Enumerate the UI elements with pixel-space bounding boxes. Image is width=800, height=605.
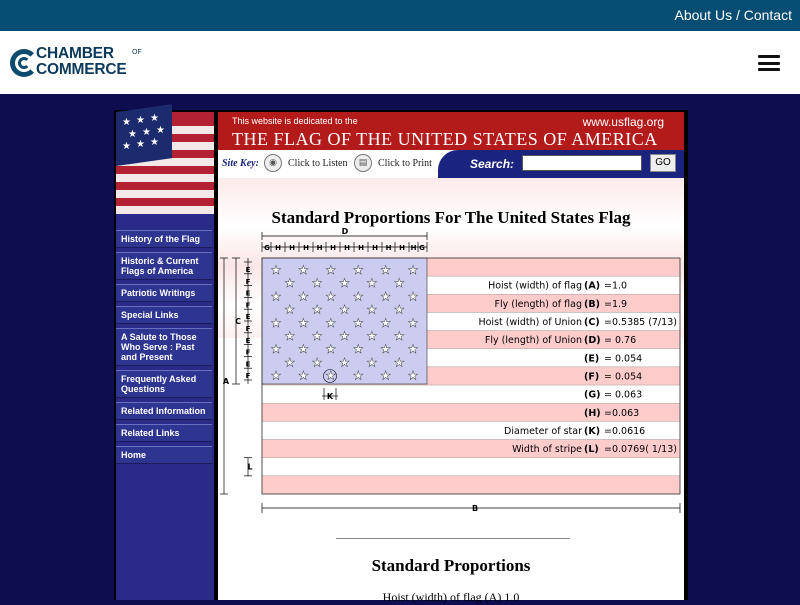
usflag-frame (114, 110, 688, 604)
flag-star: ★ (325, 263, 337, 277)
flag-star: ★ (270, 315, 282, 330)
flag-proportions-diagram (218, 227, 684, 538)
dimension-label: F (245, 348, 251, 357)
dimension-label: K (326, 392, 334, 401)
flag-star: ★ (407, 263, 419, 277)
proportion-name: Hoist (width) of Union (478, 317, 582, 329)
dimension-label: E (245, 313, 251, 322)
logo-line1: CHAMBER (36, 45, 114, 62)
flag-star: ★ (366, 276, 378, 291)
proportion-value: = 0.054 (604, 371, 643, 383)
logo-line2: COMMERCE (36, 61, 127, 78)
hamburger-menu-icon[interactable] (758, 55, 780, 71)
site-key-label: Site Key: (222, 158, 259, 169)
proportion-code: (L) (584, 444, 599, 456)
flag-star: ★ (270, 368, 282, 383)
dimension-label: F (245, 277, 251, 286)
page-title: Standard Proportions For The United States Flag (271, 208, 631, 227)
proportion-code: (K) (584, 425, 601, 437)
dimension-label: A (222, 377, 230, 386)
proportion-code: (A) (584, 280, 601, 292)
dimension-label: H (303, 244, 309, 252)
flag-star: ★ (311, 329, 323, 343)
flag-star: ★ (407, 289, 419, 304)
dimension-label: L (247, 462, 253, 472)
print-label[interactable]: Click to Print (378, 158, 432, 169)
dimension-label: F (245, 372, 251, 381)
proportion-code: (G) (584, 389, 601, 401)
dimension-label: G (264, 244, 270, 252)
dimension-label: F (245, 325, 251, 333)
dimension-label: H (358, 244, 364, 252)
dimension-label: B (471, 504, 479, 513)
sidebar-nav (116, 230, 214, 468)
proportion-first-line: Hoist (width) of flag (A) 1.0 (382, 590, 520, 604)
dimension-label: D (341, 227, 349, 236)
proportion-code: (C) (584, 317, 600, 329)
flag-star: ★ (339, 329, 350, 343)
dimension-label: E (245, 360, 251, 369)
banner-url[interactable]: www.usflag.org (582, 115, 664, 129)
speaker-icon[interactable]: ◉ (264, 154, 282, 172)
flag-star: ★ (298, 315, 309, 330)
flag-star: ★ (284, 276, 296, 291)
proportion-value: = 0.054 (604, 353, 643, 365)
search-label: Search: (470, 157, 515, 171)
flag-star: ★ (339, 276, 350, 291)
sidebar-flag-image: ★ ★ ★ ★ ★ ★ ★ ★ ★ (116, 112, 214, 210)
flag-star: ★ (366, 329, 378, 343)
dimension-label: H (344, 244, 350, 252)
flag-star: ★ (325, 315, 337, 330)
flag-star: ★ (366, 355, 378, 370)
flag-star: ★ (393, 276, 405, 291)
flag-star: ★ (339, 355, 350, 370)
flag-star: ★ (393, 329, 405, 343)
top-bar (0, 0, 800, 31)
nav-historic-current-flags[interactable]: Historic & Current Flags of America (116, 252, 212, 280)
proportion-name: Hoist (width) of flag (488, 280, 582, 292)
proportion-code: (H) (584, 407, 601, 419)
main-content (218, 112, 684, 604)
dimension-label: H (372, 244, 378, 252)
flag-star: ★ (270, 263, 282, 277)
dimension-label: F (245, 301, 251, 310)
nav-related-links[interactable]: Related Links (116, 424, 212, 442)
flag-stripe (262, 476, 680, 494)
flag-star: ★ (325, 289, 337, 304)
flag-star: ★ (380, 289, 391, 304)
chamber-of-commerce-logo[interactable] (10, 45, 160, 81)
proportion-value: = 0.76 (604, 335, 637, 347)
flag-star: ★ (393, 302, 405, 317)
flag-star: ★ (311, 276, 323, 291)
dimension-label: G (419, 244, 425, 252)
flag-star: ★ (284, 355, 296, 370)
banner-title: THE FLAG OF THE UNITED STATES OF AMERICA (232, 129, 658, 149)
flag-star: ★ (339, 302, 350, 317)
proportion-code: (B) (584, 298, 600, 310)
nav-home[interactable]: Home (116, 446, 212, 464)
dimension-label: H (275, 244, 281, 252)
proportion-name: Width of stripe (512, 444, 582, 456)
dimension-label: H (385, 244, 392, 252)
nav-related-information[interactable]: Related Information (116, 402, 212, 420)
flag-star: ★ (298, 342, 309, 357)
flag-star: ★ (298, 263, 309, 277)
flag-star: ★ (352, 368, 364, 383)
banner-dedication: This website is dedicated to the (232, 116, 358, 126)
flag-star: ★ (352, 315, 364, 330)
listen-label[interactable]: Click to Listen (288, 158, 348, 169)
nav-history-of-the-flag[interactable]: History of the Flag (116, 230, 212, 248)
nav-faq[interactable]: Frequently Asked Questions (116, 370, 212, 398)
dimension-label: E (245, 289, 251, 298)
proportion-value: =0.0769( 1/13) (604, 444, 677, 456)
flag-star: ★ (380, 368, 391, 383)
dimension-label: C (235, 317, 241, 326)
proportion-value: = 0.063 (604, 389, 643, 401)
nav-salute-to-those-who-serve[interactable]: A Salute to Those Who Serve : Past and Present (116, 328, 212, 366)
proportion-value: =0.5385 (7/13) (604, 317, 677, 329)
proportion-code: (D) (584, 335, 601, 347)
flag-star: ★ (284, 329, 296, 343)
logo-c-inner-icon (18, 57, 30, 69)
flag-star: ★ (380, 315, 391, 330)
section-divider (336, 538, 570, 539)
proportion-value: =1.9 (604, 298, 628, 310)
flag-star: ★ (325, 342, 337, 357)
proportion-value: =0.063 (604, 407, 640, 419)
flag-star: ★ (298, 289, 309, 304)
nav-special-links[interactable]: Special Links (116, 306, 212, 324)
dimension-label: E (245, 336, 251, 345)
proportion-name: Fly (length) of Union (484, 335, 582, 347)
proportion-name: Diameter of star (504, 425, 582, 437)
nav-patriotic-writings[interactable]: Patriotic Writings (116, 284, 212, 302)
dimension-label: H (316, 244, 323, 252)
flag-star: ★ (366, 302, 378, 317)
search-input[interactable] (522, 155, 642, 171)
dimension-label: H (289, 244, 295, 252)
dimension-label: H (399, 244, 405, 252)
flag-stripe (262, 458, 680, 476)
dimension-label: H (410, 244, 417, 252)
about-contact-link[interactable]: About Us / Contact (674, 7, 792, 23)
flag-star: ★ (270, 289, 282, 304)
flag-star: ★ (407, 368, 419, 383)
proportion-value: =1.0 (604, 280, 628, 292)
flag-star: ★ (393, 355, 405, 370)
flag-star: ★ (298, 368, 309, 383)
flag-star: ★ (311, 302, 323, 317)
flag-star: ★ (270, 342, 282, 357)
flag-star: ★ (352, 342, 364, 357)
proportion-name: Fly (length) of flag (494, 298, 582, 310)
logo-of: OF (132, 49, 142, 56)
site-header (0, 31, 800, 94)
flag-star: ★ (311, 355, 323, 370)
proportion-value: =0.0616 (604, 425, 646, 437)
flag-star: ★ (380, 342, 391, 357)
flag-star: ★ (352, 289, 364, 304)
dimension-label: E (245, 266, 251, 274)
printer-icon[interactable]: ▤ (354, 154, 372, 172)
flag-star: ★ (407, 315, 419, 330)
flag-star: ★ (325, 368, 337, 383)
flag-star: ★ (352, 263, 364, 277)
proportion-code: (F) (584, 371, 600, 383)
search-area (438, 150, 684, 178)
sidebar (116, 112, 214, 600)
flag-star: ★ (380, 263, 391, 277)
flag-star: ★ (284, 302, 296, 317)
section-subtitle: Standard Proportions (371, 556, 531, 575)
site-banner (218, 112, 684, 150)
search-go-button[interactable]: GO (650, 154, 676, 172)
dimension-label: H (330, 244, 336, 252)
flag-star: ★ (407, 342, 419, 357)
proportion-code: (E) (584, 353, 600, 365)
